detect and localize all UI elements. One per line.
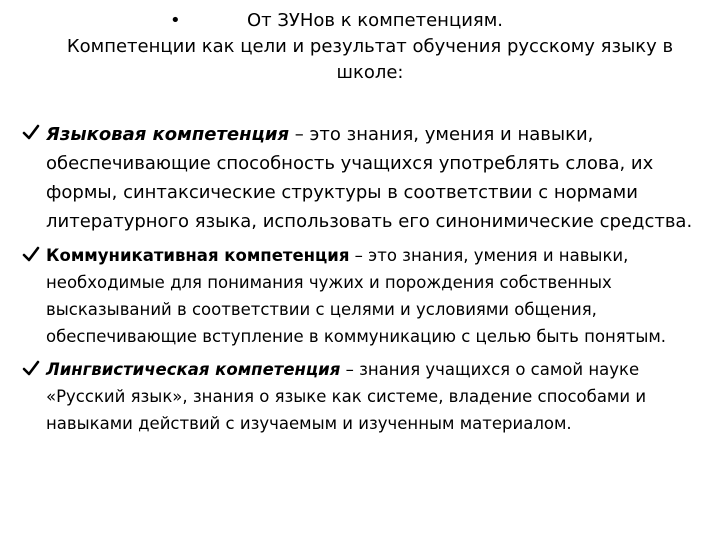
list-item-communicative-competency — [22, 242, 702, 350]
title-line-1 — [60, 8, 680, 34]
slide-title — [60, 8, 680, 86]
item-text: – знания учащихся о самой науке «Русский язык», знания о языке как системе, владение способами и навыками действий с изучаемым и изученным материалом. — [46, 360, 647, 433]
item-text: – это знания, умения и навыки, необходимые для понимания чужих и порождения собственных высказываний в соответствии с целями и условиями общения, обеспечивающие вступление в коммуникацию с целью быть понятым. — [46, 246, 667, 346]
item-term: Лингвистическая компетенция — [46, 360, 341, 379]
title-heading: От ЗУНов к компетенциям. — [246, 10, 504, 31]
checkmark-icon — [22, 245, 40, 263]
item-term: Языковая компетенция — [46, 124, 290, 145]
item-text: – это знания, умения и навыки, обеспечивающие способность учащихся употреблять слова, их формы, синтаксические структуры в соответствии с нормами литературного языка, использовать его синонимические средства. — [46, 124, 693, 232]
competency-list — [22, 120, 702, 443]
item-term: Коммуникативная компетенция — [46, 246, 350, 265]
checkmark-icon — [22, 359, 40, 377]
title-bullet: • — [170, 10, 181, 31]
checkmark-icon — [22, 123, 40, 141]
list-item-language-competency — [22, 120, 702, 236]
title-subheading: Компетенции как цели и результат обучения русскому языку в школе: — [66, 36, 674, 83]
list-item-linguistic-competency — [22, 356, 702, 437]
